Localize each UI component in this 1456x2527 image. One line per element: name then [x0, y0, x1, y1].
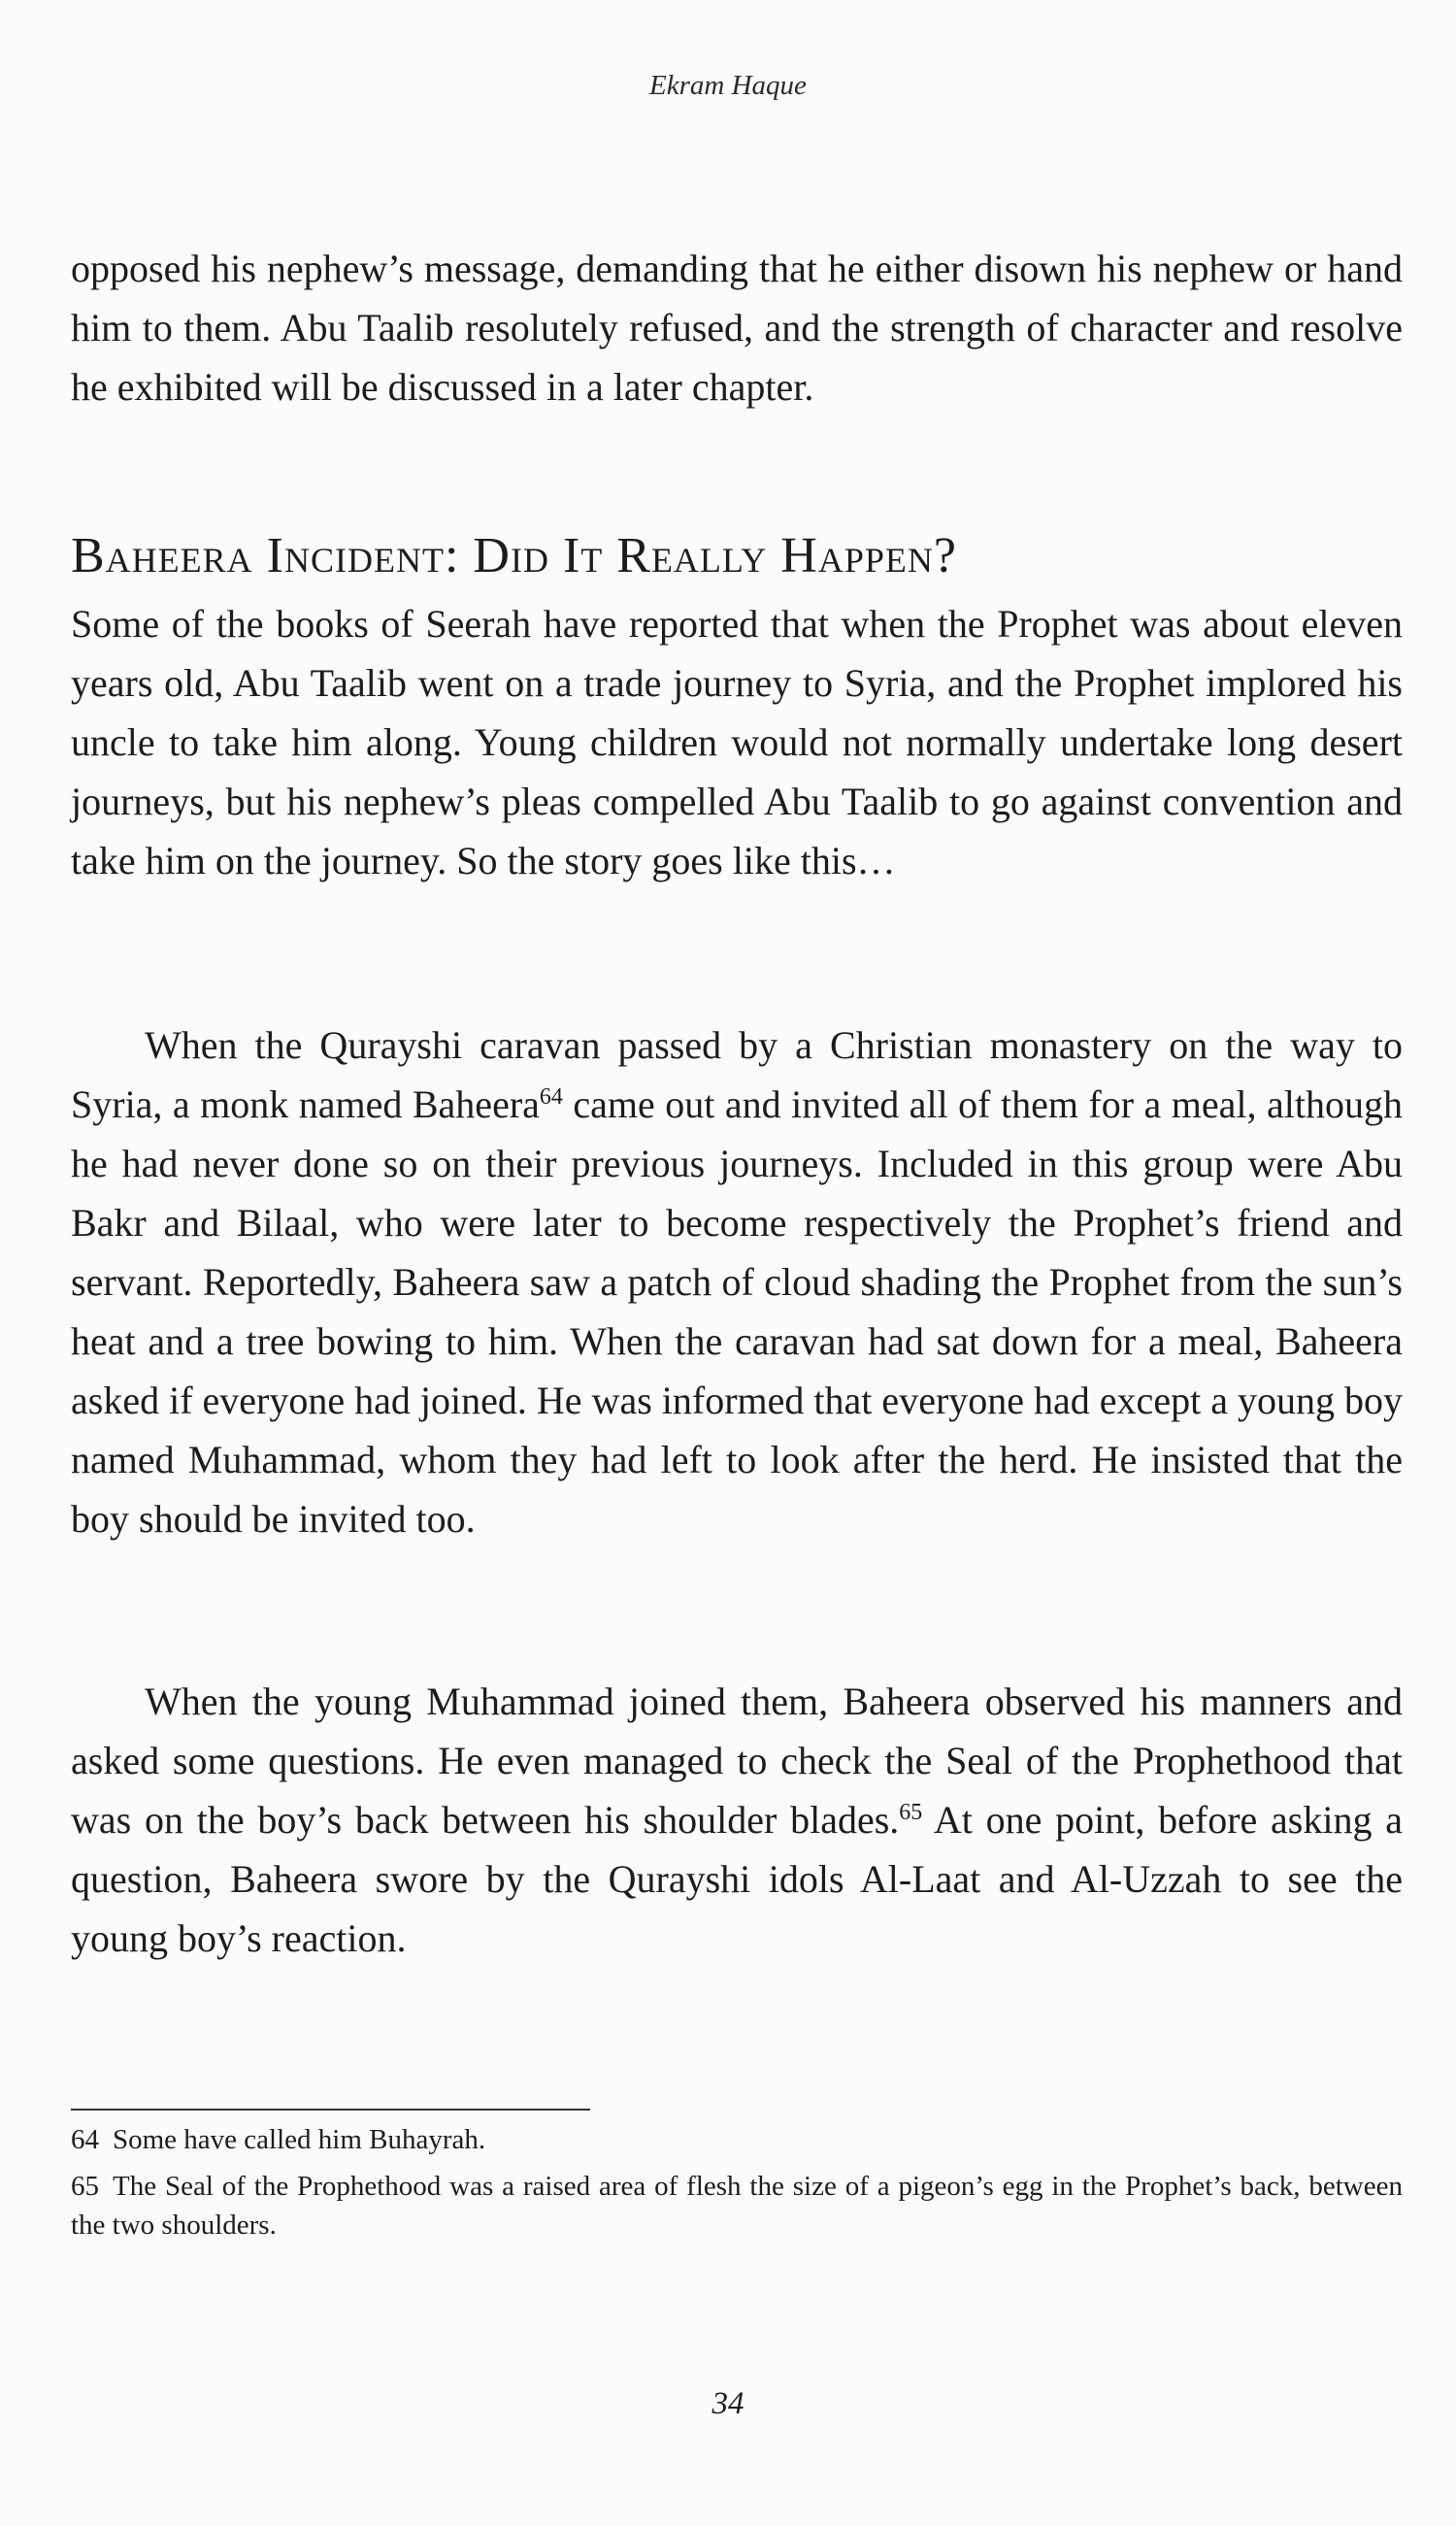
paragraph-3-part-a: When the Qurayshi caravan passed by a Christian monastery on the way to Syria, a monk named Baheera [71, 1023, 1403, 1126]
paragraph-2-text: Some of the books of Seerah have reported that when the Prophet was about eleven years old, Abu Taalib went on a trade journey to Syria, and the Prophet implored his uncle to take him along. Young children would not normally undertake long desert journeys, but his nephew’s pleas compelled Abu Taalib to go against convention and take him on the journey. So the story goes like this… [71, 602, 1403, 882]
footnote-ref-64[interactable]: 64 [539, 1084, 563, 1110]
footnote-text: The Seal of the Prophethood was a raised area of flesh the size of a pigeon’s egg in the Prophet’s back, between the two shoulders. [71, 2171, 1403, 2241]
footnote-64 [71, 2120, 1403, 2159]
paragraph-1 [71, 239, 1403, 416]
running-header: Ekram Haque [649, 70, 807, 101]
paragraph-3-part-b: came out and invited all of them for a meal, although he had never done so on their previous journeys. Included in this group were Abu Bakr and Bilaal, who were later to become respectively the Prophet’s friend and servant. Reportedly, Baheera saw a patch of cloud shading the Prophet from the sun’s heat and a tree bowing to him. When the caravan had sat down for a meal, Baheera asked if everyone had joined. He was informed that everyone had except a young boy named Muhammad, whom they had left to look after the herd. He insisted that the boy should be invited too. [71, 1082, 1404, 1541]
paragraph-4-part-b: At one point, before asking a question, Baheera swore by the Qurayshi idols Al-Laat and Al-Uzzah to see the young boy’s reaction. [71, 1798, 1403, 1960]
paragraph-4-part-a: When the young Muhammad joined them, Baheera observed his manners and asked some questions. He even managed to check the Seal of the Prophethood that was on the boy’s back between his shoulder blades. [71, 1679, 1403, 1842]
footnotes [71, 2120, 1403, 2252]
footnote-ref-65[interactable]: 65 [899, 1800, 923, 1825]
paragraph-1-text: opposed his nephew’s message, demanding that he either disown his nephew or hand him to them. Abu Taalib resolutely refused, and the strength of character and resolve he exhibited will be discussed in a later chapter. [71, 247, 1403, 409]
footnote-divider [71, 2109, 590, 2111]
footnote-text: Some have called him Buhayrah. [113, 2124, 486, 2155]
paragraph-3 [71, 1015, 1403, 1548]
paragraph-3-text [71, 1015, 1403, 1548]
footnote-number: 64 [71, 2124, 99, 2155]
page-number: 34 [711, 2386, 745, 2421]
paragraph-4 [71, 1672, 1403, 1968]
paragraph-2 [71, 594, 1403, 890]
paragraph-4-text [71, 1672, 1403, 1968]
footnote-65 [71, 2167, 1403, 2244]
section-heading: Baheera Incident: Did It Really Happen? [71, 528, 957, 583]
footnote-number: 65 [71, 2171, 99, 2202]
